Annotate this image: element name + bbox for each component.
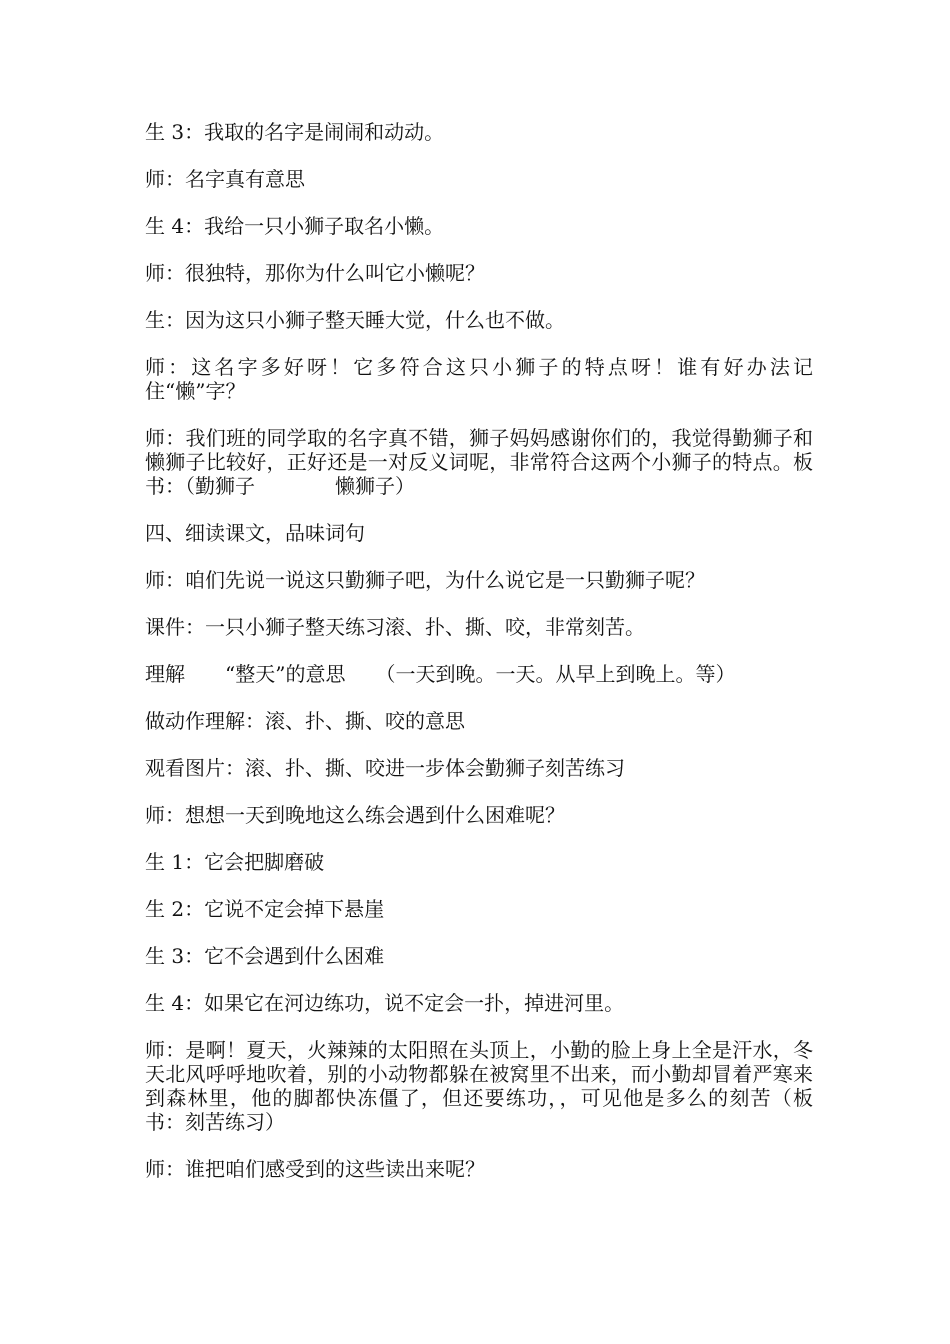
paragraph-courseware: 课件：一只小狮子整天练习滚、扑、撕、咬，非常刻苦。 [145,615,645,639]
paragraph-student3-answer: 生 3：它不会遇到什么困难 [145,944,385,968]
paragraph-teacher-read-aloud: 师：谁把咱们感受到的这些读出来呢？ [145,1157,485,1181]
paragraph-view-pictures: 观看图片：滚、扑、撕、咬进一步体会勤狮子刻苦练习 [145,756,625,780]
lesson-transcript [145,120,813,1204]
paragraph-student4-name: 生 4：我给一只小狮子取名小懒。 [145,214,445,238]
paragraph-teacher-difficulties: 师：想想一天到晚地这么练会遇到什么困难呢？ [145,803,565,827]
paragraph-teacher-antonyms: 师：我们班的同学取的名字真不错，狮子妈妈感谢你们的，我觉得勤狮子和懒狮子比较好，正好还是一对反义词呢，非常符合这两个小狮子的特点。板书：（勤狮子 懒狮子） [145,426,813,498]
paragraph-teacher-remember-char: 师：这名字多好呀！它多符合这只小狮子的特点呀！谁有好办法记住“懒”字？ [145,355,813,403]
section-heading-close-reading: 四、细读课文，品味词句 [145,521,365,545]
paragraph-teacher-hard-work: 师：是啊！夏天，火辣辣的太阳照在头顶上，小勤的脸上身上全是汗水，冬天北风呼呼地吹着，别的小动物都躲在被窝里不出来，而小勤却冒着严寒来到森林里，他的脚都快冻僵了，但还要练功，，可见他是多么的刻苦（板书：刻苦练习） [145,1038,813,1134]
paragraph-teacher-interesting: 师：名字真有意思 [145,167,305,191]
paragraph-understand-all-day: 理解 “整天”的意思 （一天到晚。一天。从早上到晚上。等） [145,662,736,686]
paragraph-student4-answer: 生 4：如果它在河边练功，说不定会一扑，掉进河里。 [145,991,625,1015]
paragraph-student1-answer: 生 1：它会把脚磨破 [145,850,325,874]
paragraph-teacher-why-lazy: 师：很独特，那你为什么叫它小懒呢？ [145,261,485,285]
paragraph-act-out: 做动作理解：滚、扑、撕、咬的意思 [145,709,465,733]
paragraph-student3-names: 生 3：我取的名字是闹闹和动动。 [145,120,445,144]
paragraph-teacher-diligent-question: 师：咱们先说一说这只勤狮子吧，为什么说它是一只勤狮子呢？ [145,568,705,592]
paragraph-student-reason: 生：因为这只小狮子整天睡大觉，什么也不做。 [145,308,565,332]
paragraph-student2-answer: 生 2：它说不定会掉下悬崖 [145,897,385,921]
